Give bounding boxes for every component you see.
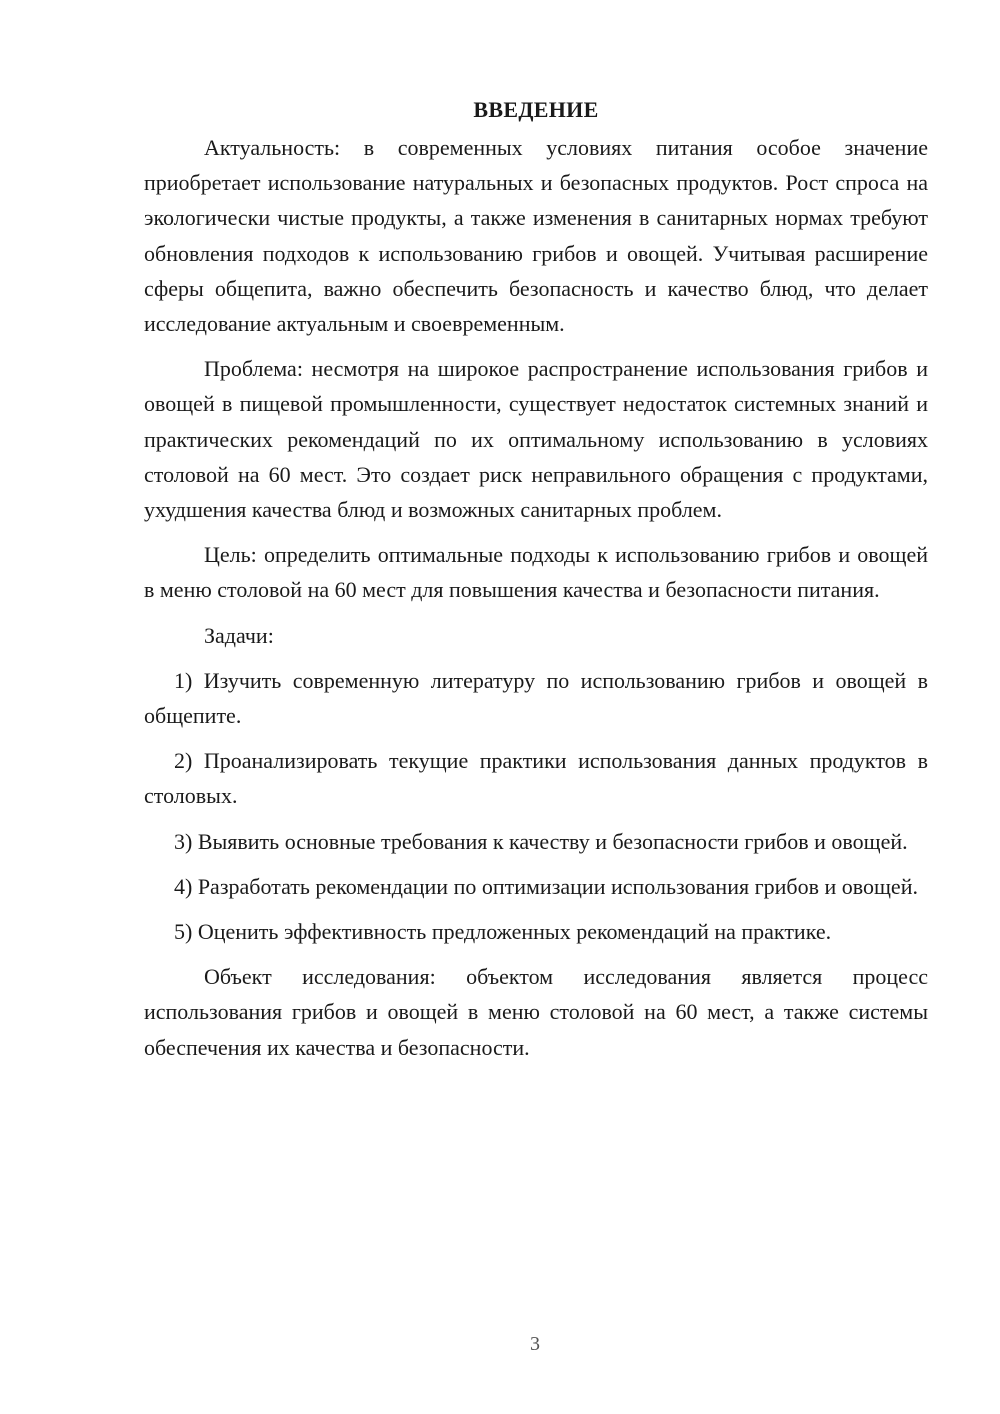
- page-number: 3: [530, 1333, 540, 1355]
- task-item-5: 5) Оценить эффективность предложенных рекомендаций на практике.: [174, 919, 832, 945]
- object-paragraph: Объект исследования: объектом исследования является процесс использования грибов и овощей в меню столовой на 60 мест, а также системы обеспечения их качества и безопасности.: [144, 964, 928, 1060]
- task-item-3: 3) Выявить основные требования к качеству и безопасности грибов и овощей.: [174, 828, 908, 854]
- task-item-2: 2) Проанализировать текущие практики использования данных продуктов в столовых.: [144, 748, 928, 809]
- tasks-label: Задачи:: [204, 622, 274, 648]
- document-page: [144, 92, 928, 1075]
- task-item-4: 4) Разработать рекомендации по оптимизации использования грибов и овощей.: [174, 873, 918, 899]
- task-item-1: 1) Изучить современную литературу по использованию грибов и овощей в общепите.: [144, 667, 928, 729]
- document-title: ВВЕДЕНИЕ: [473, 97, 599, 122]
- relevance-paragraph: Актуальность: в современных условиях питания особое значение приобретает использование натуральных и безопасных продуктов. Рост спроса на экологически чистые продукты, а также изменения в санитарных нормах требуют обновления подходов к использованию грибов и овощей. Учитывая расширение сферы общепита, важно обеспечить безопасность и качество блюд, что делает исследование актуальным и своевременным.: [144, 135, 928, 337]
- goal-paragraph: Цель: определить оптимальные подходы к использованию грибов и овощей в меню столовой на 60 мест для повышения качества и безопасности питания.: [144, 542, 928, 603]
- problem-paragraph: Проблема: несмотря на широкое распространение использования грибов и овощей в пищевой промышленности, существует недостаток системных знаний и практических рекомендаций по их оптимальному использованию в условиях столовой на 60 мест. Это создает риск неправильного обращения с продуктами, ухудшения качества блюд и возможных санитарных проблем.: [144, 356, 928, 523]
